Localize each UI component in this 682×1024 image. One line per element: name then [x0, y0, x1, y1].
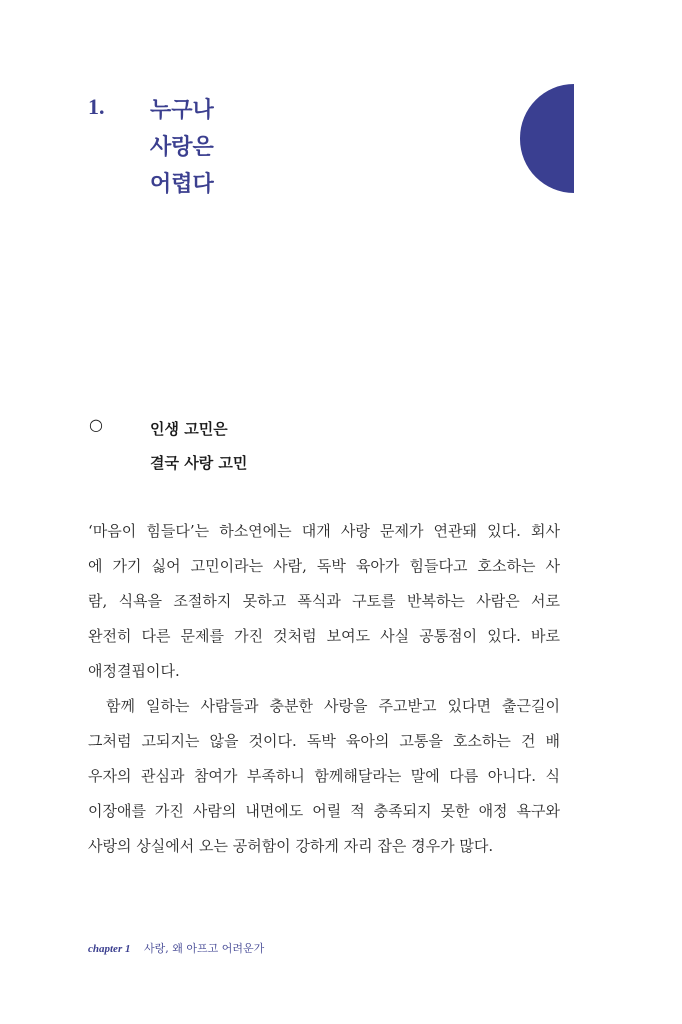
chapter-number: 1.: [88, 94, 105, 119]
body-line: 람, 식욕을 조절하지 못하고 폭식과 구토를 반복하는 사람은 서로: [88, 592, 560, 610]
body-line: 이장애를 가진 사람의 내면에도 어릴 적 충족되지 못한 애정 욕구와: [88, 802, 560, 820]
chapter-title-line: 어렵다: [150, 171, 214, 197]
section-title: [150, 412, 247, 480]
body-line: 그처럼 고되지는 않을 것이다. 독박 육아의 고통을 호소하는 건 배: [88, 732, 560, 750]
body-text: [88, 514, 560, 864]
footer-chapter-label: chapter 1: [88, 943, 131, 955]
body-line: 함께 일하는 사람들과 충분한 사랑을 주고받고 있다면 출근길이: [106, 697, 560, 715]
section-title-line: 결국 사랑 고민: [150, 454, 248, 472]
body-line: 에 가기 싫어 고민이라는 사람, 독박 육아가 힘들다고 호소하는 사: [88, 557, 560, 575]
page-footer: [88, 940, 264, 956]
half-circle-decoration: [520, 84, 574, 193]
chapter-title: [150, 92, 214, 203]
body-line: 완전히 다른 문제를 가진 것처럼 보여도 사실 공통점이 있다. 바로: [88, 627, 560, 645]
footer-chapter-title: 사랑, 왜 아프고 어려운가: [143, 942, 265, 955]
chapter-title-line: 사랑은: [150, 134, 214, 160]
chapter-title-line: 누구나: [150, 97, 214, 123]
body-line: 애정결핍이다.: [88, 662, 180, 680]
section-title-line: 인생 고민은: [150, 420, 228, 438]
body-line: ‘마음이 힘들다’는 하소연에는 대개 사랑 문제가 연관돼 있다. 회사: [88, 522, 560, 540]
body-line: 사랑의 상실에서 오는 공허함이 강하게 자리 잡은 경우가 많다.: [88, 837, 494, 855]
body-line: 우자의 관심과 참여가 부족하니 함께해달라는 말에 다름 아니다. 식: [88, 767, 560, 785]
section-marker-circle-icon: ○: [89, 415, 103, 434]
